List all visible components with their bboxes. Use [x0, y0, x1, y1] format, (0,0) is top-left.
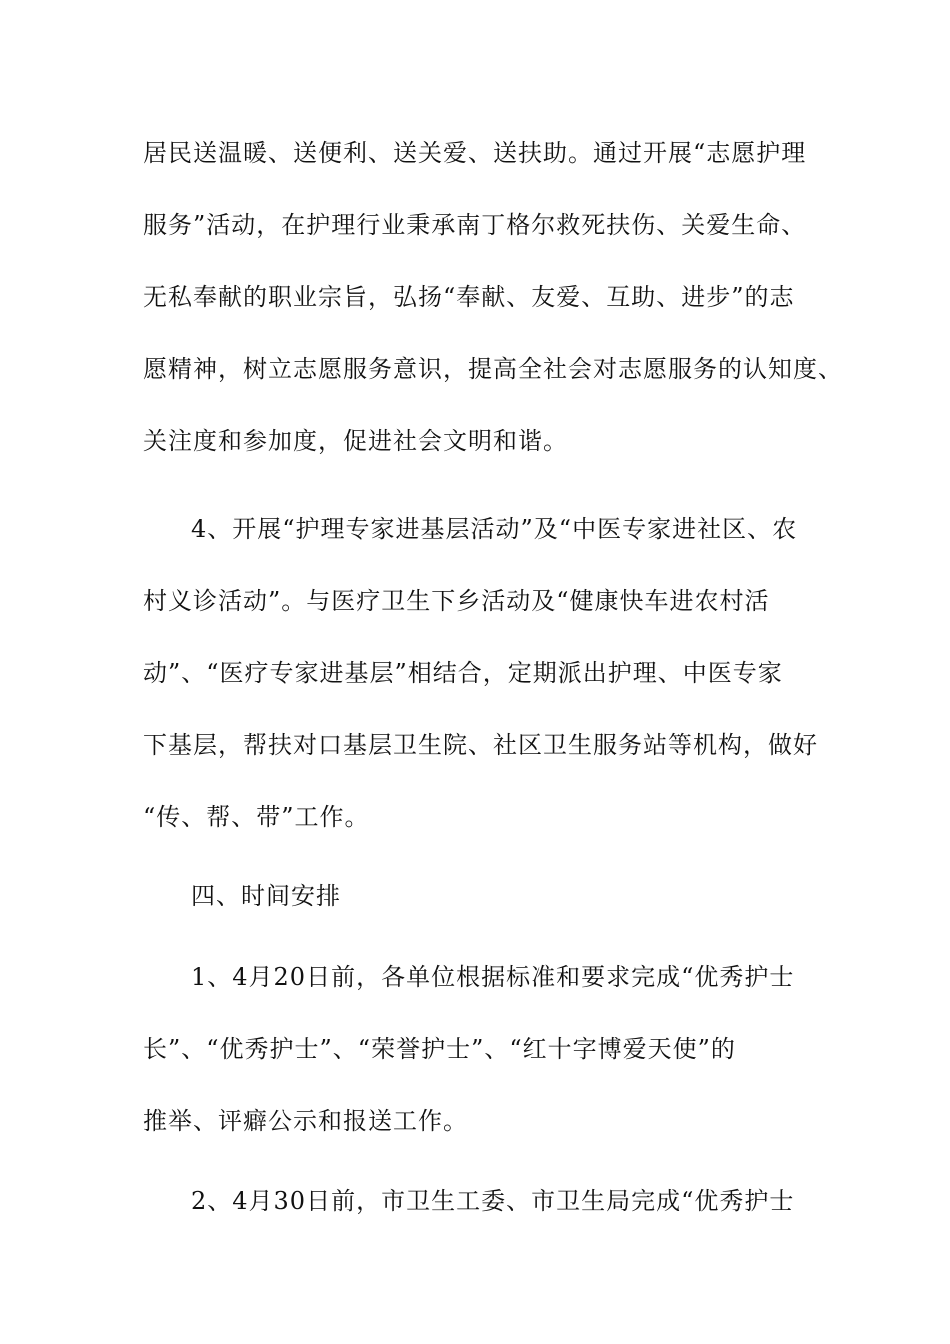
text-line-7: 村义诊活动”。与医疗卫生下乡活动及“健康快车进农村活	[143, 587, 770, 615]
text-line-3: 无私奉献的职业宗旨，弘扬“奉献、友爱、互助、进步”的志	[143, 283, 795, 311]
text-line-5: 关注度和参加度，促进社会文明和谐。	[143, 427, 568, 455]
text-line-1: 居民送温暖、送便利、送关爱、送扶助。通过开展“志愿护理	[143, 139, 807, 167]
text-line-2: 服务”活动，在护理行业秉承南丁格尔救死扶伤、关爱生命、	[143, 211, 807, 239]
text-line-6: 4、开展“护理专家进基层活动”及“中医专家进社区、农	[191, 515, 798, 543]
text-line-15: 2、4月30日前，市卫生工委、市卫生局完成“优秀护士	[191, 1187, 795, 1215]
text-line-9: 下基层，帮扶对口基层卫生院、社区卫生服务站等机构，做好	[143, 731, 818, 759]
text-line-8: 动”、“医疗专家进基层”相结合，定期派出护理、中医专家	[143, 659, 783, 687]
text-line-12: 1、4月20日前，各单位根据标准和要求完成“优秀护士	[191, 963, 795, 991]
section-heading: 四、时间安排	[191, 882, 341, 910]
text-line-14: 推举、评癖公示和报送工作。	[143, 1107, 468, 1135]
text-line-10: “传、帮、带”工作。	[143, 803, 370, 831]
text-line-4: 愿精神，树立志愿服务意识，提高全社会对志愿服务的认知度、	[143, 355, 843, 383]
text-line-13: 长”、“优秀护士”、“荣誉护士”、“红十字博爱天使”的	[143, 1035, 736, 1063]
